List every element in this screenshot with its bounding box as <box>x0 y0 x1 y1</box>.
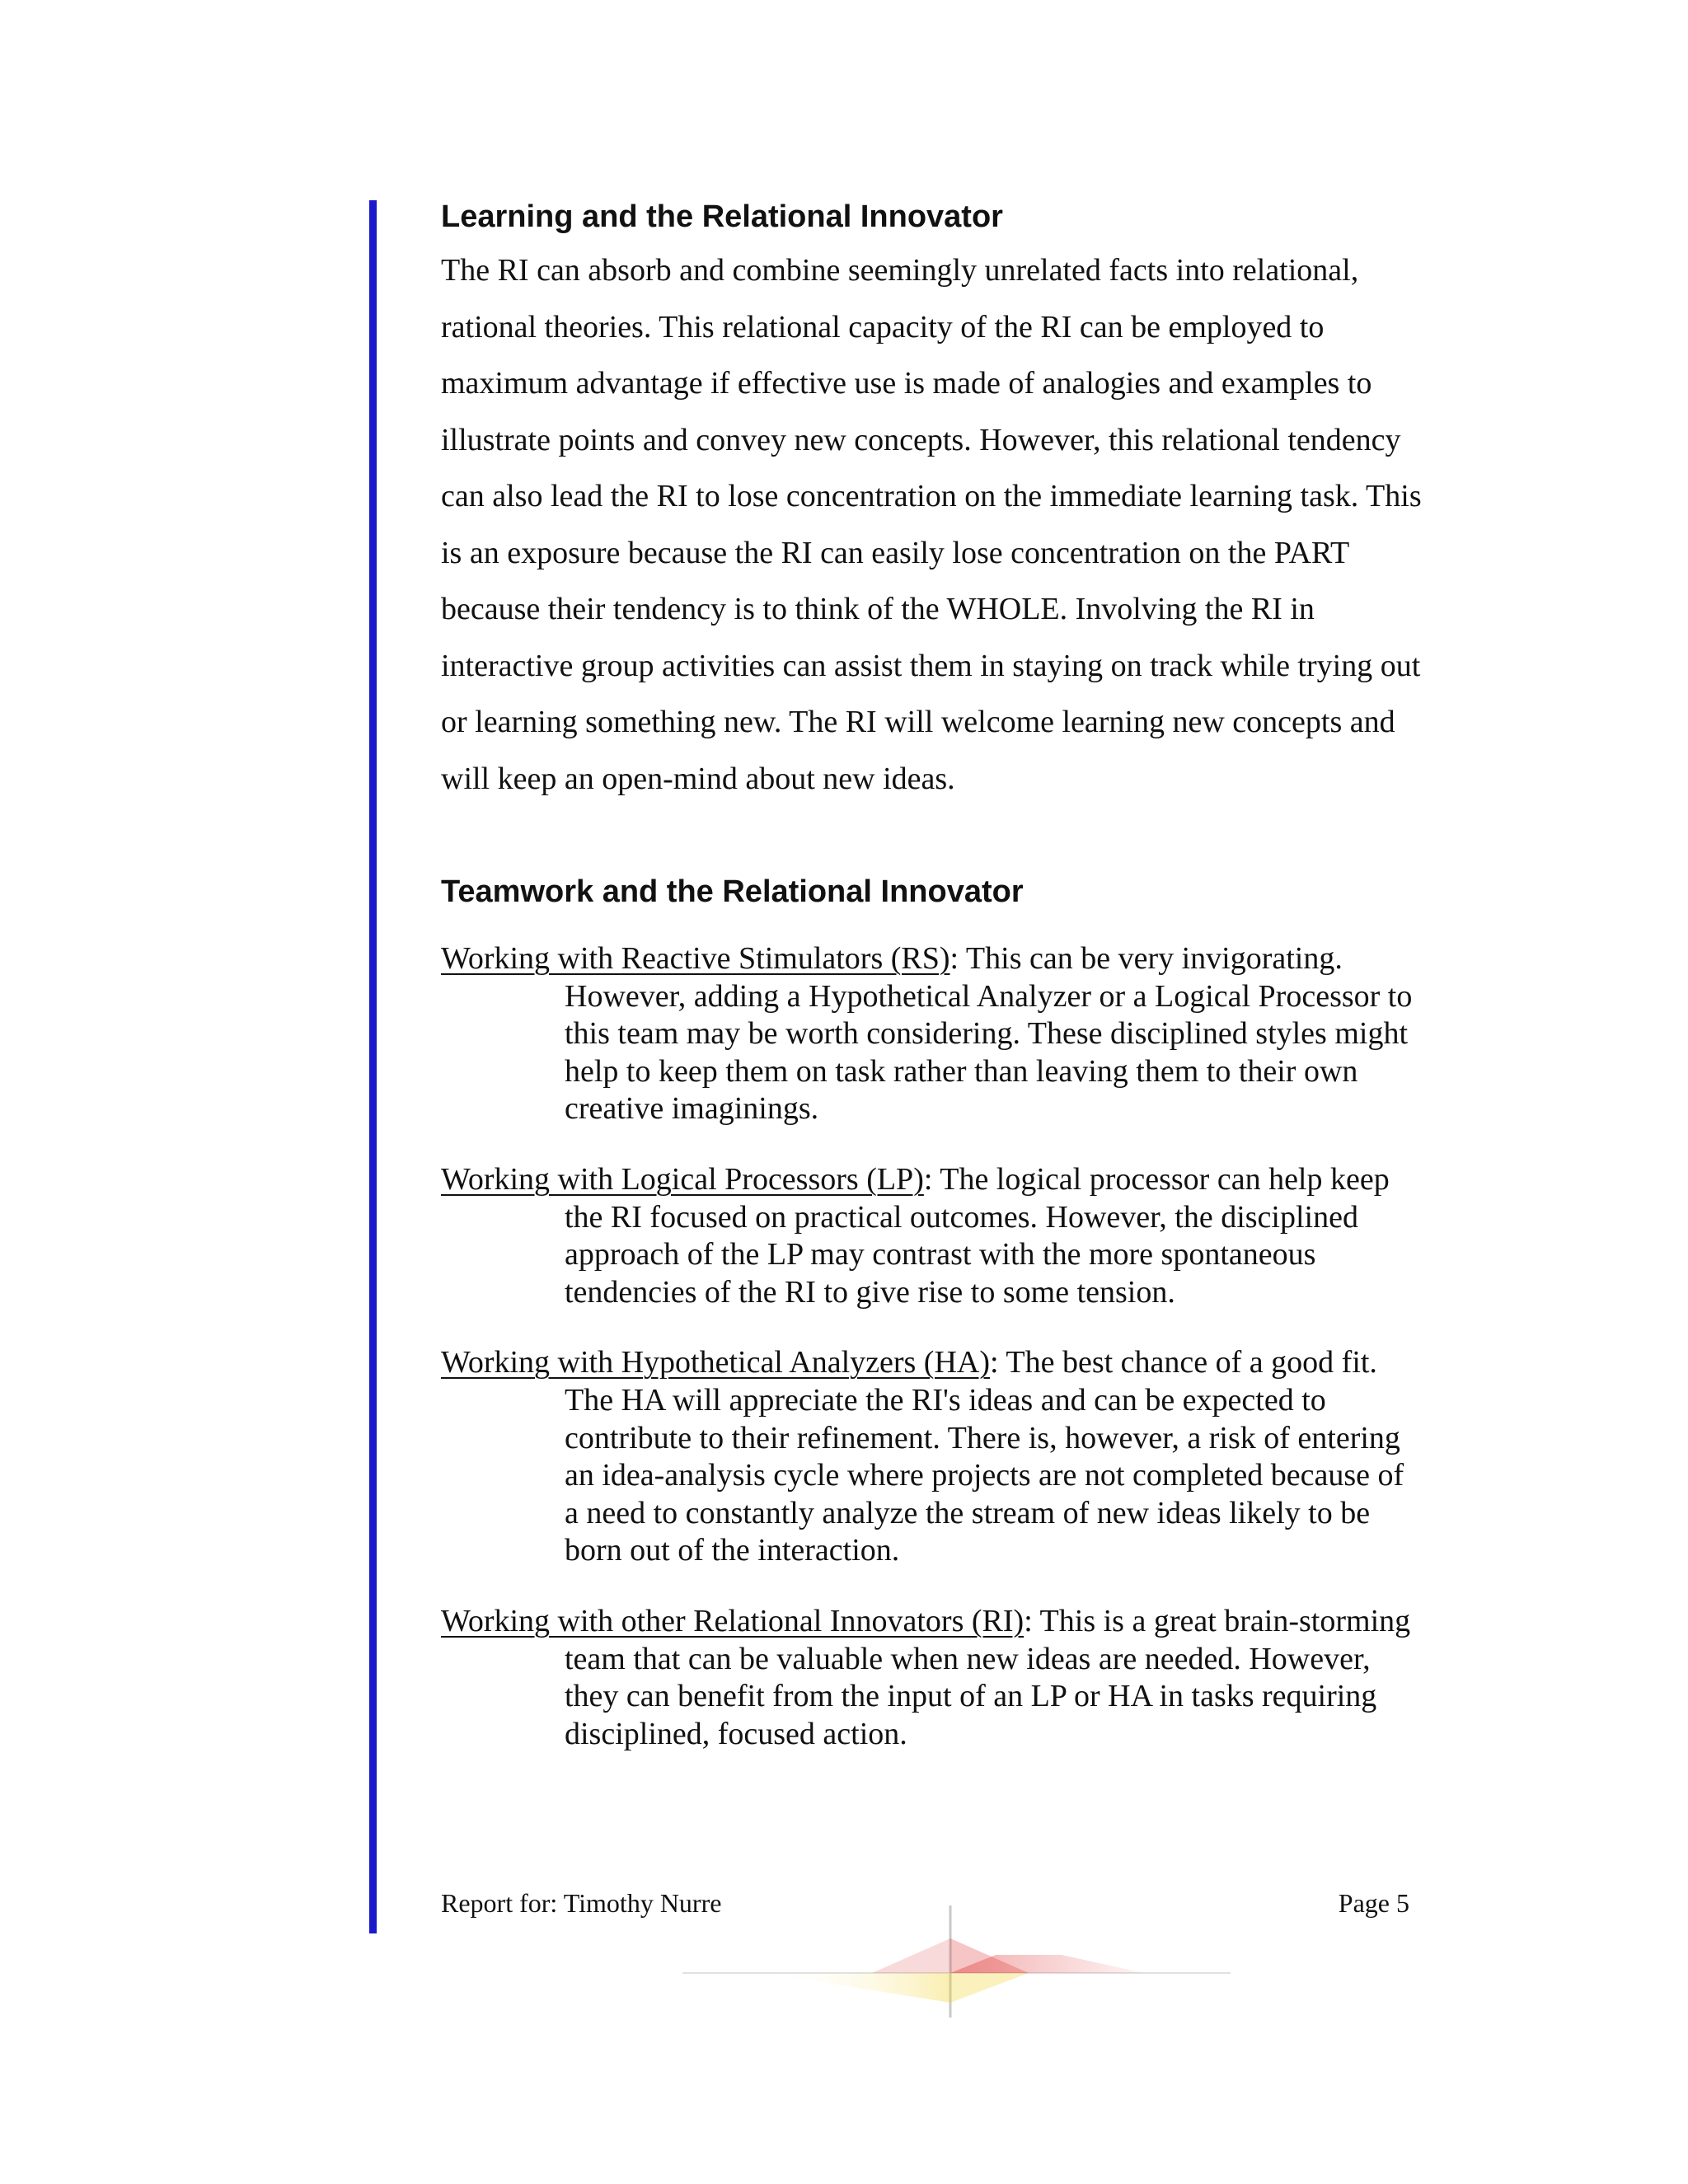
entry-lead: Working with Logical Processors (LP) <box>441 1161 924 1197</box>
entry-lead: Working with Reactive Stimulators (RS) <box>441 941 950 976</box>
entry-reactive-stimulators <box>441 940 1422 1128</box>
entry-hypothetical-analyzers <box>441 1344 1422 1570</box>
page-content <box>441 196 1422 1786</box>
entry-logical-processors <box>441 1161 1422 1311</box>
compass-diamond-logo-icon <box>682 1905 1231 2018</box>
entry-relational-innovators <box>441 1603 1422 1753</box>
entry-lead: Working with Hypothetical Analyzers (HA) <box>441 1345 991 1380</box>
page-number: Page 5 <box>1338 1888 1409 1918</box>
entry-lead: Working with other Relational Innovators (RI) <box>441 1603 1025 1638</box>
entry-text: : The best chance of a good fit. The HA will appreciate the RI's ideas and can be expected to contribute to their refinement. There is, however, a risk of entering an idea-analysis cycle where projects are not completed because of a need to constantly analyze the stream of new ideas likely to be born out of the interaction. <box>565 1345 1404 1568</box>
entry-text: : This is a great brain-storming team that can be valuable when new ideas are needed. However, they can benefit from the input of an LP or HA in tasks requiring disciplined, focused action. <box>565 1603 1411 1751</box>
entry-text: : The logical processor can help keep the RI focused on practical outcomes. However, the disciplined approach of the LP may contrast with the more spontaneous tendencies of the RI to give rise to some tension. <box>565 1161 1390 1310</box>
blue-margin-rule <box>369 200 377 1933</box>
report-for-label: Report for: Timothy Nurre <box>441 1888 722 1918</box>
entry-text: : This can be very invigorating. However, adding a Hypothetical Analyzer or a Logical Processor to this team may be worth considering. These disciplined styles might help to keep them on task rather than leaving them to their own creative imaginings. <box>565 941 1413 1127</box>
section-heading-teamwork: Teamwork and the Relational Innovator <box>441 874 1024 909</box>
section-heading-learning: Learning and the Relational Innovator <box>441 199 1003 234</box>
learning-paragraph: The RI can absorb and combine seemingly unrelated facts into relational, rational theories. This relational capacity of the RI can be employed to maximum advantage if effective use is made of analogies and examples to illustrate points and convey new concepts. However, this relational tendency can also lead the RI to lose concentration on the immediate learning task. This is an exposure because the RI can easily lose concentration on the PART because their tendency is to think of the WHOLE. Involving the RI in interactive group activities can assist them in staying on track while trying out or learning something new. The RI will welcome learning new concepts and will keep an open-mind about new ideas. <box>441 253 1422 796</box>
